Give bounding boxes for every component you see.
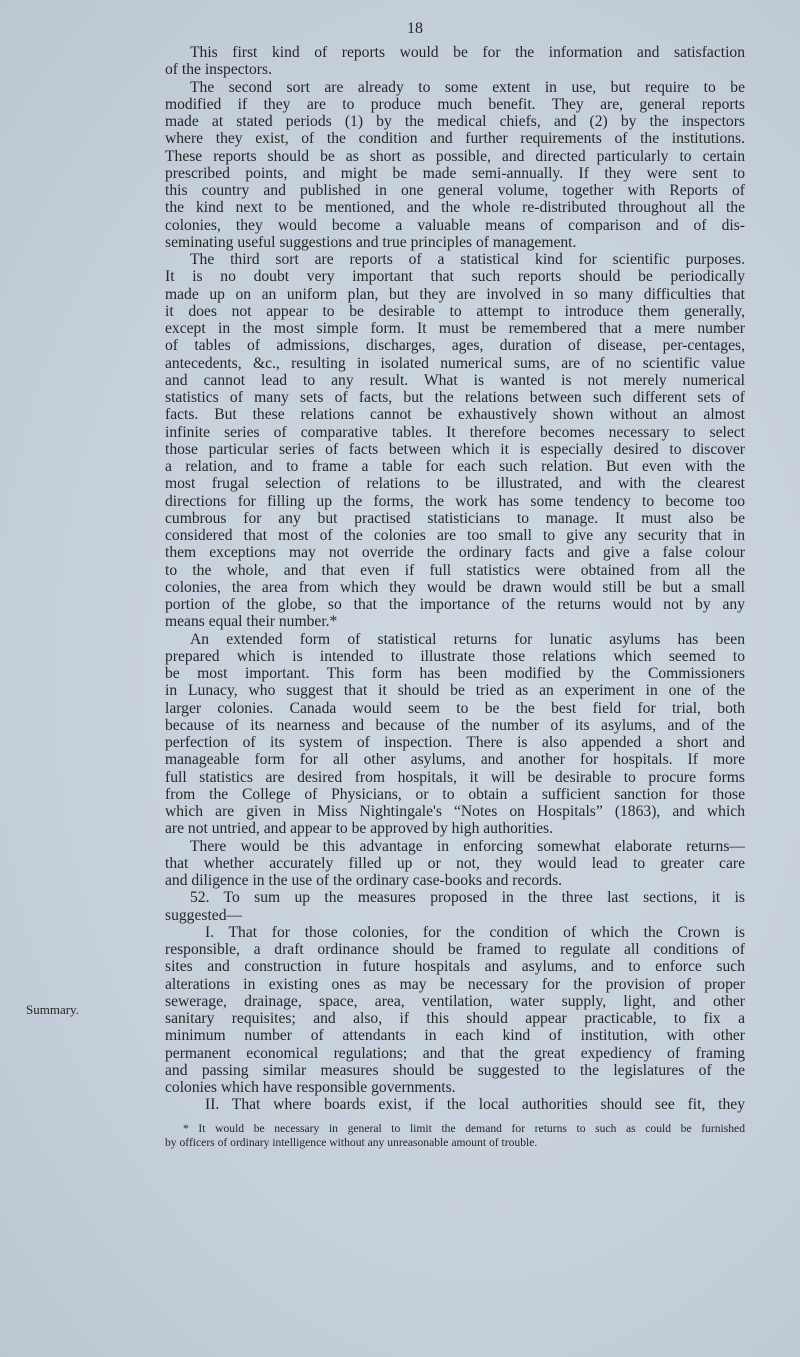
text-line: and passing similar measures should be suggested to the legislatures of the bbox=[165, 1061, 745, 1079]
text-line: There would be this advantage in enforcing somewhat elaborate returns— bbox=[190, 837, 745, 855]
text-line: The third sort are reports of a statistical kind for scientific purposes. bbox=[190, 251, 745, 268]
text-line: colonies which have responsible governments. bbox=[165, 1079, 456, 1096]
footnote-line: by officers of ordinary intelligence without any unreasonable amount of trouble. bbox=[165, 1136, 538, 1149]
page-number: 18 bbox=[407, 20, 423, 37]
text-line: to the whole, and that even if full statistics were obtained from all the bbox=[165, 561, 745, 579]
text-line: them exceptions may not override the ordinary facts and give a false colour bbox=[165, 544, 745, 562]
body-text bbox=[165, 44, 745, 1114]
text-line: It is no doubt very important that such reports should be periodically bbox=[165, 268, 745, 286]
text-line: directions for filling up the forms, the work has some tendency to become too bbox=[165, 492, 745, 510]
text-line: of tables of admissions, discharges, ages, duration of disease, per-centages, bbox=[165, 337, 745, 355]
text-line: statistics of many sets of facts, but the relations between such different sets of bbox=[165, 389, 745, 406]
text-line: minimum number of attendants in each kind of institution, with other bbox=[165, 1027, 745, 1045]
text-line: modified if they are to produce much benefit. They are, general reports bbox=[165, 95, 745, 113]
text-line: sanitary requisites; and also, if this should appear practicable, to fix a bbox=[165, 1010, 745, 1027]
text-line: full statistics are desired from hospitals, it will be desirable to procure forms bbox=[165, 768, 745, 786]
text-line: This first kind of reports would be for the information and satisfaction bbox=[190, 44, 745, 61]
text-line: made at stated periods (1) by the medical chiefs, and (2) by the inspectors bbox=[165, 113, 745, 130]
text-line: manageable form for all other asylums, and another for hospitals. If more bbox=[165, 751, 745, 769]
text-line: cumbrous for any but practised statisticians to manage. It must also be bbox=[165, 509, 745, 527]
text-line: permanent economical regulations; and that the great expediency of framing bbox=[165, 1044, 745, 1062]
text-line: and diligence in the use of the ordinary case-books and records. bbox=[165, 872, 563, 889]
paragraph bbox=[165, 44, 745, 79]
text-line: The second sort are already to some extent in use, but require to be bbox=[190, 78, 745, 96]
text-line: II. That where boards exist, if the local authorities should see fit, they bbox=[205, 1096, 745, 1114]
text-line: suggested— bbox=[165, 906, 243, 924]
text-line: portion of the globe, so that the importance of the returns would not by any bbox=[165, 596, 745, 613]
text-line: antecedents, &c., resulting in isolated numerical sums, are of no scientific value bbox=[165, 354, 745, 372]
text-line: colonies, they would become a valuable means of comparison and of dis- bbox=[165, 216, 745, 234]
text-line: from the College of Physicians, or to obtain a sufficient sanction for those bbox=[165, 785, 745, 803]
text-line: These reports should be as short as possible, and directed particularly to certain bbox=[165, 147, 745, 165]
text-line: those particular series of facts between which it is especially desired to discover bbox=[165, 440, 745, 458]
text-line: considered that most of the colonies are too small to give any security that in bbox=[165, 527, 745, 544]
paragraph bbox=[165, 631, 745, 838]
text-line: it does not appear to be desirable to attempt to introduce them generally, bbox=[165, 302, 745, 320]
text-line: prescribed points, and might be made semi-annually. If they were sent to bbox=[165, 164, 745, 182]
text-line: a relation, and to frame a table for each such relation. But even with the bbox=[165, 458, 745, 475]
text-line: An extended form of statistical returns for lunatic asylums has been bbox=[190, 630, 745, 648]
text-line: means equal their number.* bbox=[165, 613, 338, 631]
text-line: most frugal selection of relations to be illustrated, and with the clearest bbox=[165, 475, 745, 493]
paragraph bbox=[165, 79, 745, 252]
text-line: seminating useful suggestions and true principles of management. bbox=[165, 233, 577, 251]
text-line: and cannot lead to any result. What is wanted is not merely numerical bbox=[165, 371, 745, 389]
text-line: because of its nearness and because of the number of its asylums, and of the bbox=[165, 716, 745, 734]
paragraph bbox=[165, 251, 745, 631]
footnote-line: * It would be necessary in general to limit the demand for returns to such as could be furnished bbox=[183, 1122, 745, 1135]
text-line: except in the most simple form. It must be remembered that a mere number bbox=[165, 320, 745, 337]
text-line: sewerage, drainage, space, area, ventilation, water supply, light, and other bbox=[165, 992, 745, 1010]
text-line: perfection of its system of inspection. There is also appended a short and bbox=[165, 734, 745, 751]
paragraph bbox=[165, 924, 745, 1097]
paragraph bbox=[165, 1096, 745, 1113]
text-line: responsible, a draft ordinance should be framed to regulate all conditions of bbox=[165, 941, 745, 958]
text-line: where they exist, of the condition and further requirements of the institutions. bbox=[165, 130, 745, 148]
text-line: colonies, the area from which they would be drawn would still be but a small bbox=[165, 578, 745, 596]
text-line: made up on an uniform plan, but they are involved in so many difficulties that bbox=[165, 285, 745, 303]
text-line: sites and construction in future hospitals and asylums, and to enforce such bbox=[165, 958, 745, 976]
text-line: facts. But these relations cannot be exhaustively shown without an almost bbox=[165, 406, 745, 424]
text-line: that whether accurately filled up or not, they would lead to greater care bbox=[165, 854, 745, 872]
paragraph bbox=[165, 889, 745, 924]
text-line: infinite series of comparative tables. It therefore becomes necessary to select bbox=[165, 423, 745, 441]
text-line: of the inspectors. bbox=[165, 61, 272, 79]
text-line: this country and published in one general volume, together with Reports of bbox=[165, 182, 745, 199]
text-line: in Lunacy, who suggest that it should be tried as an experiment in one of the bbox=[165, 682, 745, 700]
text-line: are not untried, and appear to be approved by high authorities. bbox=[165, 820, 553, 838]
footnote bbox=[165, 1122, 745, 1150]
text-line: 52. To sum up the measures proposed in the three last sections, it is bbox=[190, 889, 745, 907]
text-line: which are given in Miss Nightingale's “Notes on Hospitals” (1863), and which bbox=[165, 803, 745, 820]
margin-note-summary: Summary. bbox=[26, 1002, 79, 1017]
text-line: prepared which is intended to illustrate those relations which seemed to bbox=[165, 647, 745, 665]
text-line: larger colonies. Canada would seem to be the best field for trial, both bbox=[165, 699, 745, 717]
text-line: the kind next to be mentioned, and the whole re-distributed throughout all the bbox=[165, 199, 745, 217]
paragraph bbox=[165, 838, 745, 890]
text-line: alterations in existing ones as may be necessary for the provision of proper bbox=[165, 975, 745, 993]
text-line: be most important. This form has been modified by the Commissioners bbox=[165, 665, 745, 682]
text-line: I. That for those colonies, for the condition of which the Crown is bbox=[205, 923, 745, 941]
